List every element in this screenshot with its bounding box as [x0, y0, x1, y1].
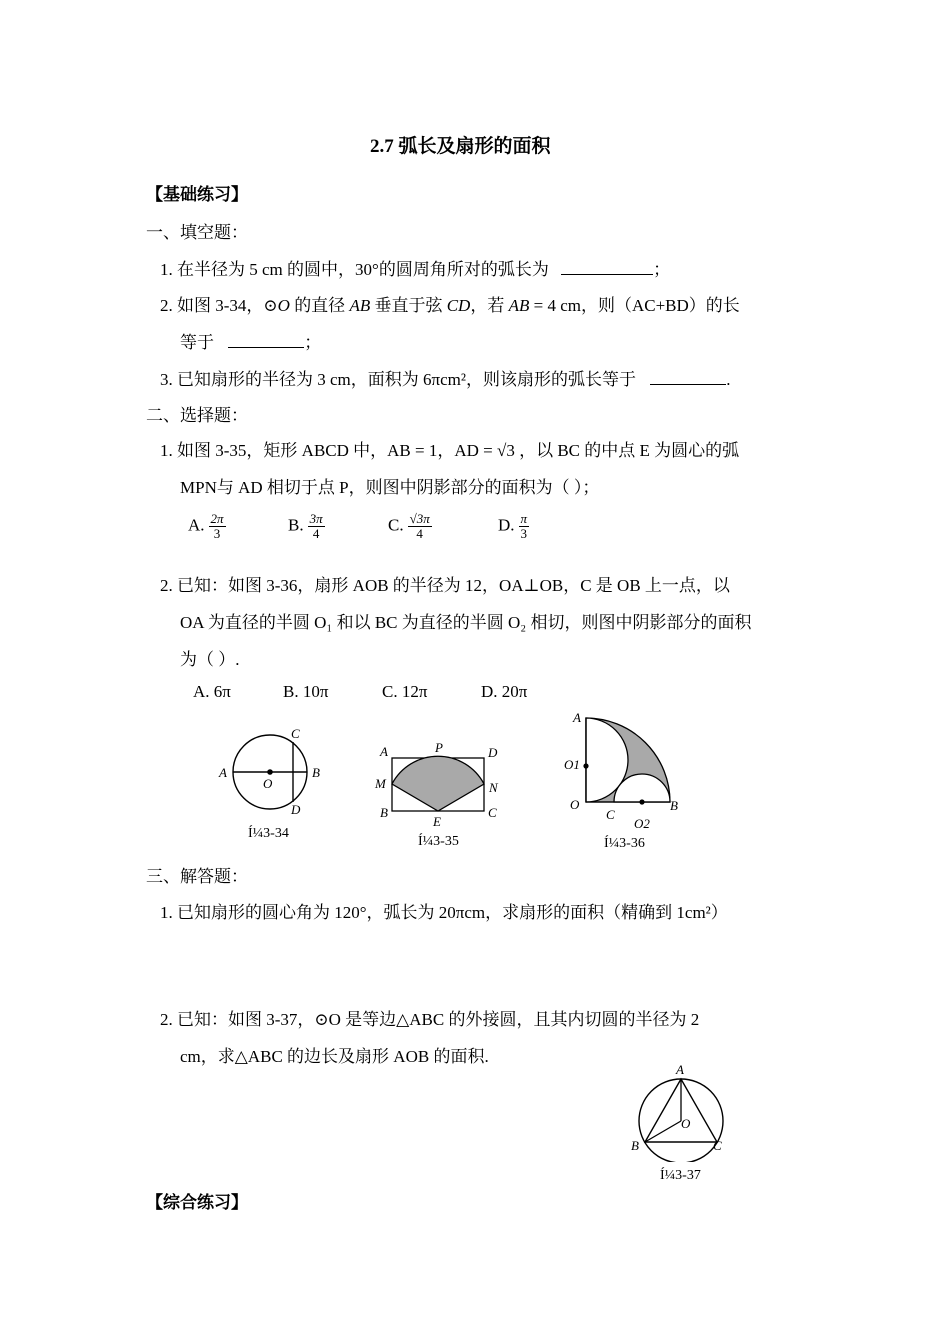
label-d: D	[488, 745, 498, 760]
label-e: E	[433, 814, 441, 829]
p1-q2-line2: 等于 ；	[180, 333, 322, 352]
label-p: P	[435, 740, 443, 755]
label-a: A	[676, 1062, 684, 1077]
p2-q2-line3: 为（ ）.	[180, 650, 240, 669]
label-a: A	[219, 765, 227, 780]
p2-q1-line1: 1. 如图 3-35，矩形 ABCD 中，AB = 1，AD = √3 ，以 BC 的中点 E 为圆心的弧	[160, 441, 740, 460]
page-title: 2.7 弧长及扇形的面积	[370, 136, 551, 157]
label-a: A	[380, 744, 388, 759]
figure-3-36	[560, 706, 690, 832]
center-o	[267, 769, 273, 775]
answer-blank-3[interactable]	[650, 370, 726, 385]
figure-3-34	[210, 722, 340, 822]
p2-q2-line2: OA 为直径的半圆 O₁ 和以 BC 为直径的半圆 O₂ 相切，则图中阴影部分的面积	[180, 613, 752, 632]
center-o1	[583, 763, 588, 768]
shaded-sector	[392, 756, 484, 811]
label-m: M	[375, 776, 386, 791]
label-c: C	[291, 726, 300, 741]
option2-d[interactable]: D. 20π	[481, 682, 528, 701]
p1-q2-line1: 2. 如图 3-34，⊙O 的直径 AB 垂直于弦 CD，若 AB = 4 cm，则（AC+BD）的长	[160, 296, 740, 315]
caption-3-36: Í¼3-36	[604, 836, 645, 851]
option-b[interactable]: B. $\frac{3\pi}{4}$	[288, 511, 323, 541]
label-c: C	[713, 1138, 722, 1153]
p2-q1-line2: MPN与 AD 相切于点 P，则图中阴影部分的面积为（ ）；	[180, 478, 600, 497]
center-o2	[639, 799, 644, 804]
part1-heading: 一、填空题：	[146, 223, 248, 242]
p1-q1: 1. 在半径为 5 cm 的圆中，30°的圆周角所对的弧长为 ；	[160, 260, 671, 279]
caption-3-34: Í¼3-34	[248, 826, 289, 841]
p3-q2-line1: 2. 已知：如图 3-37，⊙O 是等边△ABC 的外接圆，且其内切圆的半径为 2	[160, 1010, 700, 1029]
figure-3-37	[625, 1060, 735, 1162]
option2-b[interactable]: B. 10π	[283, 682, 329, 701]
label-c: C	[488, 805, 497, 820]
option-d[interactable]: D. $\frac{\pi}{3}$	[498, 511, 528, 541]
label-o: O	[681, 1116, 691, 1131]
option2-c[interactable]: C. 12π	[382, 682, 428, 701]
answer-blank-1[interactable]	[561, 260, 653, 275]
option-c[interactable]: C. $\frac{√3\pi}{4}$	[388, 511, 430, 541]
caption-3-35: Í¼3-35	[418, 834, 459, 849]
part3-heading: 三、解答题：	[146, 867, 248, 886]
label-n: N	[489, 780, 498, 795]
label-b: B	[670, 798, 678, 813]
option2-a[interactable]: A. 6π	[193, 682, 231, 701]
p3-q1: 1. 已知扇形的圆心角为 120°，弧长为 20πcm，求扇形的面积（精确到 1cm²）	[160, 903, 728, 922]
label-o: O	[263, 776, 273, 791]
label-b: B	[312, 765, 320, 780]
label-o2: O2	[634, 816, 650, 831]
caption-3-37: Í¼3-37	[660, 1168, 701, 1183]
p1-q3: 3. 已知扇形的半径为 3 cm，面积为 6πcm²，则该扇形的弧长等于 .	[160, 370, 731, 389]
label-b: B	[631, 1138, 639, 1153]
label-c: C	[606, 807, 615, 822]
answer-blank-2[interactable]	[228, 333, 304, 348]
option-a[interactable]: A. $\frac{2\pi}{3}$	[188, 511, 224, 541]
section-basic-heading: 【基础练习】	[146, 185, 248, 204]
label-d: D	[291, 802, 301, 817]
label-o1: O1	[564, 757, 580, 772]
label-o: O	[570, 797, 580, 812]
p2-q2-line1: 2. 已知：如图 3-36，扇形 AOB 的半径为 12，OA⊥OB，C 是 OB 上一点，以	[160, 576, 730, 595]
label-a: A	[573, 710, 581, 725]
figure-3-35	[372, 740, 512, 832]
p3-q2-line2: cm，求△ABC 的边长及扇形 AOB 的面积.	[180, 1047, 489, 1066]
label-b: B	[380, 805, 388, 820]
part2-heading: 二、选择题：	[146, 406, 248, 425]
section-combined-heading: 【综合练习】	[146, 1193, 248, 1212]
